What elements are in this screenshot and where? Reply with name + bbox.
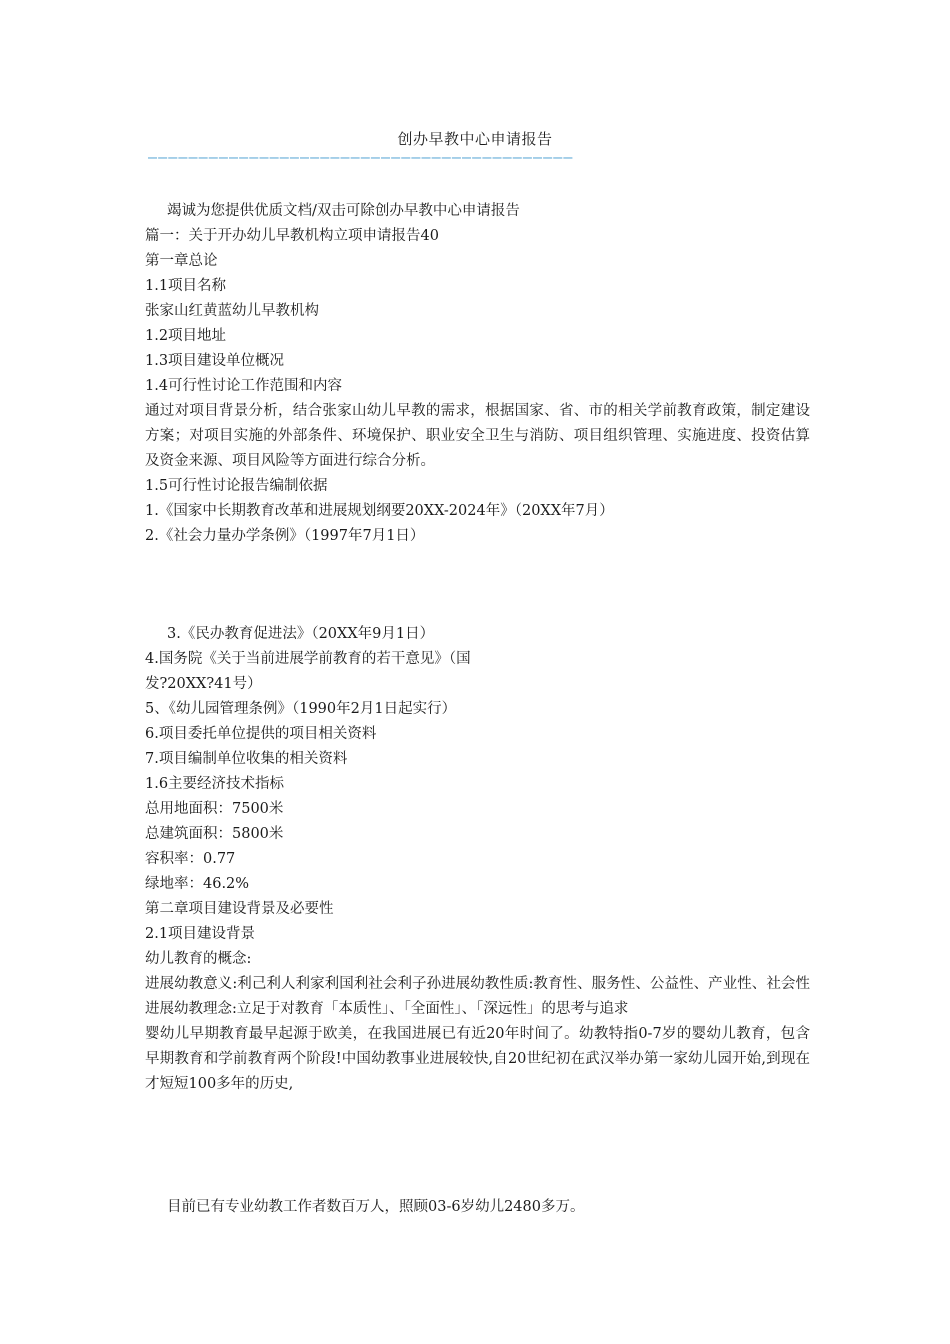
- list-item: 5、《幼儿园管理条例》（1990年2月1日起实行）: [145, 701, 457, 717]
- section-heading: 1.6主要经济技术指标: [145, 776, 285, 792]
- section-heading: 1.4可行性讨论工作范围和内容: [145, 378, 343, 394]
- list-item: 2.《社会力量办学条例》（1997年7月1日）: [145, 528, 425, 544]
- list-item: 6.项目委托单位提供的项目相关资料: [145, 726, 377, 742]
- list-item: 7.项目编制单位收集的相关资料: [145, 751, 348, 767]
- paragraph: 通过对项目背景分析，结合张家山幼儿早教的需求，根据国家、省、市的相关学前教育政策，制定建设方案；对项目实施的外部条件、环境保护、职业安全卫生与消防、项目组织管理、实施进度、投资估算及资金来源、项目风险等方面进行综合分析。: [145, 403, 810, 469]
- section-heading: 1.3项目建设单位概况: [145, 353, 285, 369]
- list-item: 发?20XX?41号）: [145, 676, 262, 692]
- paragraph: 容积率：0.77: [145, 851, 236, 867]
- section-heading: 1.2项目地址: [145, 328, 227, 344]
- paragraph: 幼儿教育的概念:: [145, 951, 252, 967]
- list-item: 1.《国家中长期教育改革和进展规划纲要20XX-2024年》（20XX年7月）: [145, 503, 614, 519]
- section-heading: 1.5可行性讨论报告编制依据: [145, 478, 328, 494]
- body-section-1: [145, 199, 810, 549]
- paragraph: 张家山红黄蓝幼儿早教机构: [145, 303, 319, 319]
- intro-line: 竭诚为您提供优质文档/双击可除创办早教中心申请报告: [167, 203, 520, 219]
- title-divider: ——————————————————————————————————————————: [148, 148, 574, 166]
- chapter-heading: 篇一：关于开办幼儿早教机构立项申请报告40: [145, 228, 439, 244]
- paragraph: 目前已有专业幼教工作者数百万人，照顾03-6岁幼儿2480多万。: [167, 1199, 585, 1215]
- paragraph: 绿地率：46.2%: [145, 876, 250, 892]
- list-item: 3.《民办教育促进法》（20XX年9月1日）: [167, 626, 435, 642]
- chapter-heading: 第二章项目建设背景及必要性: [145, 901, 334, 917]
- chapter-heading: 第一章总论: [145, 253, 218, 269]
- body-section-3: [145, 1195, 810, 1220]
- body-section-2: [145, 622, 810, 1097]
- paragraph: 总建筑面积：5800米: [145, 826, 284, 842]
- paragraph: 总用地面积：7500米: [145, 801, 284, 817]
- paragraph: 进展幼教意义:利己利人利家利国利社会利子孙进展幼教性质:教育性、服务性、公益性、产业性、社会性进展幼教理念:立足于对教育「本质性」、「全面性」、「深远性」的思考与追求: [145, 976, 810, 1017]
- document-title: 创办早教中心申请报告: [397, 130, 553, 148]
- section-heading: 2.1项目建设背景: [145, 926, 256, 942]
- list-item: 4.国务院《关于当前进展学前教育的若干意见》（国: [145, 651, 471, 667]
- section-heading: 1.1项目名称: [145, 278, 227, 294]
- paragraph: 婴幼儿早期教育最早起源于欧美，在我国进展已有近20年时间了。幼教特指0-7岁的婴幼儿教育，包含早期教育和学前教育两个阶段!中国幼教事业进展较快,自20世纪初在武汉举办第一家幼儿园开始,到现在才短短100多年的历史,: [145, 1026, 810, 1092]
